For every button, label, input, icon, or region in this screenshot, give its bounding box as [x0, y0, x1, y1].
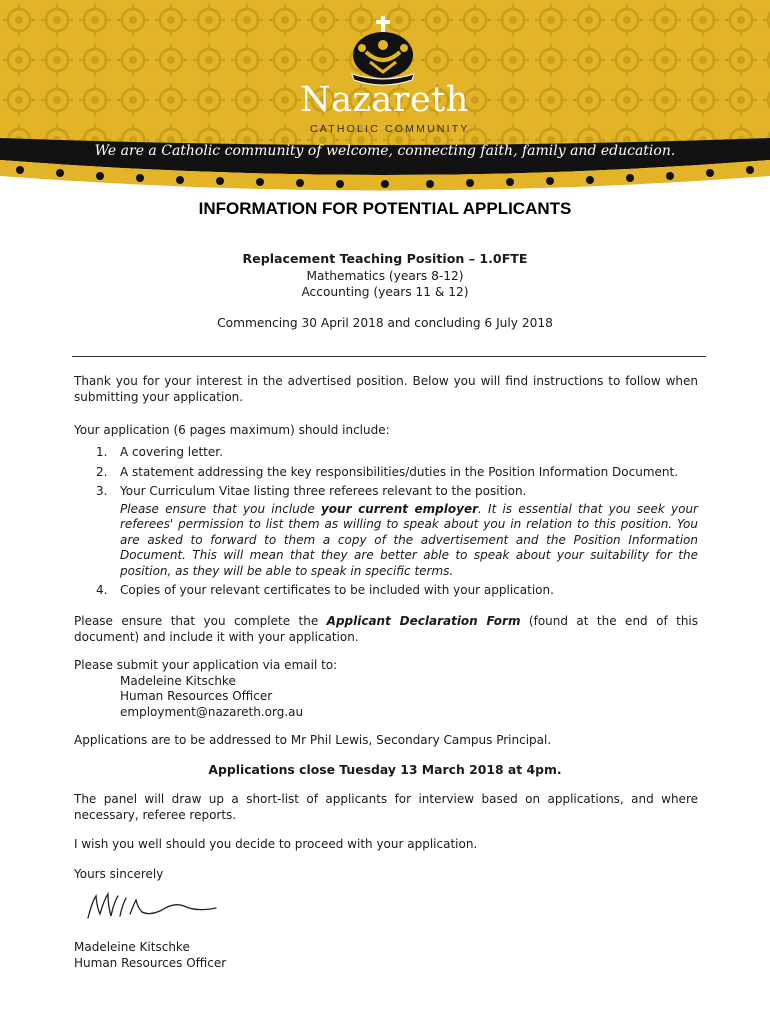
referee-note	[74, 502, 698, 580]
well-wishes: I wish you well should you decide to proceed with your application.	[74, 837, 478, 851]
addressed-to: Applications are to be addressed to Mr Phil Lewis, Secondary Campus Principal.	[74, 733, 552, 747]
panel-note: The panel will draw up a short-list of applicants for interview based on applications, and where necessary, referee reports.	[74, 792, 698, 822]
position-title: Replacement Teaching Position – 1.0FTE	[242, 251, 528, 266]
list-number: 2.	[96, 464, 108, 479]
brand-name: Nazareth	[300, 80, 469, 120]
position-dates: Commencing 30 April 2018 and concluding 6 July 2018	[217, 316, 553, 330]
note-emphasis: your current employer	[320, 501, 479, 516]
list-item	[74, 583, 698, 599]
signer-block	[74, 940, 698, 971]
tagline: We are a Catholic community of welcome, connecting faith, family and education.	[94, 143, 676, 159]
subject-accounting: Accounting (years 11 & 12)	[301, 285, 469, 299]
header-banner	[0, 0, 770, 195]
list-intro: Your application (6 pages maximum) should include:	[74, 423, 390, 437]
declaration-paragraph	[74, 614, 698, 645]
list-item	[74, 465, 698, 481]
application-requirements-list	[74, 445, 698, 603]
list-item	[74, 484, 698, 500]
submit-intro: Please submit your application via email to:	[74, 658, 338, 672]
sign-off: Yours sincerely	[74, 867, 164, 881]
submission-block	[74, 658, 698, 720]
declaration-form-name: Applicant Declaration Form	[326, 614, 521, 628]
subject-mathematics: Mathematics (years 8-12)	[306, 269, 464, 283]
list-item-text: Your Curriculum Vitae listing three referees relevant to the position.	[120, 484, 527, 498]
declaration-pre: Please ensure that you complete the	[74, 614, 327, 628]
signer-name: Madeleine Kitschke	[74, 940, 190, 954]
list-item-text: A covering letter.	[120, 445, 223, 459]
note-text-pre: Please ensure that you include	[120, 501, 321, 516]
list-number: 4.	[96, 583, 108, 597]
intro-paragraph: Thank you for your interest in the advertised position. Below you will find instructions to follow when submitting your application.	[74, 374, 698, 404]
declaration-post: (found at the end of this document) and include it with your application.	[74, 614, 699, 644]
list-item-text: A statement addressing the key responsibilities/duties in the Position Information Document.	[120, 464, 679, 479]
closing-date: Applications close Tuesday 13 March 2018 at 4pm.	[208, 762, 562, 777]
list-item	[74, 445, 698, 461]
contact-name: Madeleine Kitschke	[120, 673, 236, 688]
list-number: 1.	[96, 445, 108, 459]
list-item-text: Copies of your relevant certificates to be included with your application.	[120, 583, 554, 597]
page-title: INFORMATION FOR POTENTIAL APPLICANTS	[198, 199, 572, 218]
note-text-post: . It is essential that you seek your referees' permission to list them as willing to speak about you in relation to this position. You are asked to forward to them a copy of the advertisement and the Position Information Document. This will mean that they are better able to speak about your suitability for the position, as they will be able to speak in specific terms.	[120, 501, 698, 578]
list-number: 3.	[96, 484, 108, 498]
horizontal-divider	[72, 356, 706, 357]
contact-role: Human Resources Officer	[120, 689, 273, 703]
brand-subtitle: CATHOLIC COMMUNITY	[310, 123, 470, 135]
signer-role: Human Resources Officer	[74, 955, 227, 970]
handwritten-signature	[84, 888, 224, 924]
contact-email[interactable]: employment@nazareth.org.au	[120, 704, 304, 719]
